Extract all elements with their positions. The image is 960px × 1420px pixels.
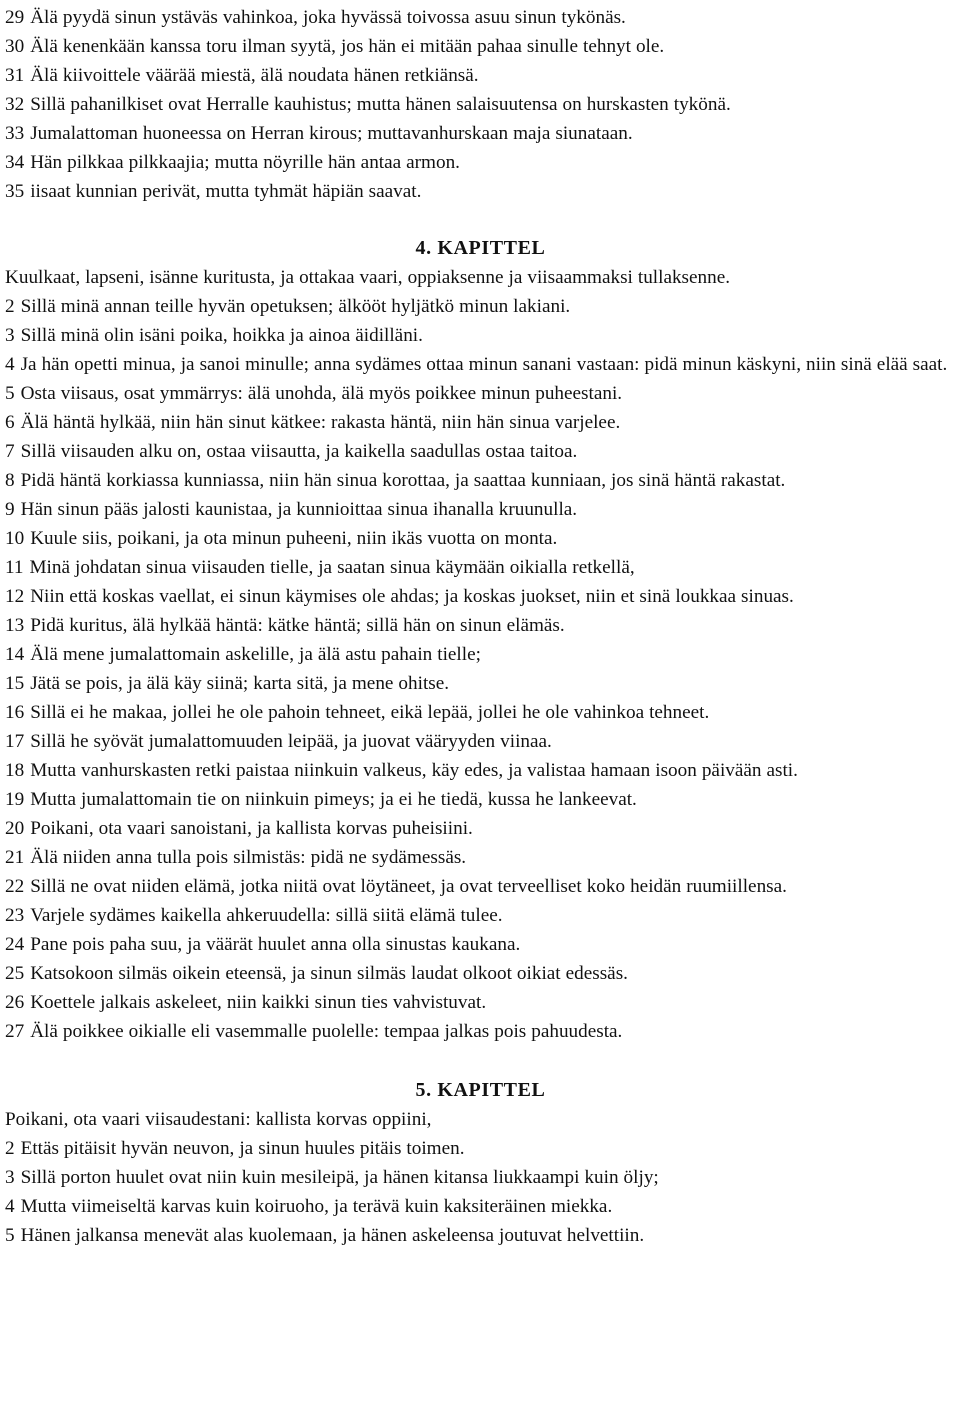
verse-text: Katsokoon silmäs oikein eteensä, ja sinun silmäs laudat olkoot oikiat edessäs. [30, 963, 628, 984]
verse-number: 3 [5, 1167, 15, 1188]
verse-number: 6 [5, 412, 15, 433]
verse-text: iisaat kunnian perivät, mutta tyhmät häpiän saavat. [30, 181, 422, 202]
verse-number: 2 [5, 1138, 15, 1159]
verse-text: Jumalattoman huoneessa on Herran kirous; muttavanhurskaan maja siunataan. [30, 123, 633, 144]
verse [5, 1017, 956, 1046]
verse-text: Sillä minä annan teille hyvän opetuksen; älkööt hyljätkö minun lakiani. [20, 296, 571, 317]
verse [5, 814, 956, 843]
verse-text: Mutta jumalattomain tie on niinkuin pimeys; ja ei he tiedä, kussa he lankeevat. [30, 789, 637, 810]
verse-text: Jätä se pois, ja älä käy siinä; karta sitä, ja mene ohitse. [30, 673, 450, 694]
verse [5, 959, 956, 988]
verse-number: 25 [5, 963, 25, 984]
section-chapter-5 [5, 1076, 956, 1250]
verse-text: Pidä kuritus, älä hylkää häntä: kätke häntä; sillä hän on sinun elämäs. [30, 615, 565, 636]
verse-number: 32 [5, 94, 25, 115]
verse [5, 930, 956, 959]
verse [5, 32, 956, 61]
verse-text: Älä niiden anna tulla pois silmistäs: pidä ne sydämessäs. [30, 847, 467, 868]
verse-text: Älä häntä hylkää, niin hän sinut kätkee: rakasta häntä, niin hän sinua varjelee. [20, 412, 621, 433]
verse-text: Sillä minä olin isäni poika, hoikka ja ainoa äidilläni. [20, 325, 423, 346]
verse-text: Sillä he syövät jumalattomuuden leipää, ja juovat vääryyden viinaa. [30, 731, 552, 752]
verse-number: 2 [5, 296, 15, 317]
spacer [5, 206, 956, 234]
verse-text: Älä mene jumalattomain askelille, ja älä astu pahain tielle; [30, 644, 481, 665]
verse-text: Pidä häntä korkiassa kunniassa, niin hän sinua korottaa, ja saattaa kunniaan, jos sinä häntä rakastat. [20, 470, 786, 491]
verse-number: 15 [5, 673, 25, 694]
verse-text: Älä poikkee oikialle eli vasemmalle puolelle: tempaa jalkas pois pahuudesta. [30, 1021, 623, 1042]
verse-number: 3 [5, 325, 15, 346]
verse [5, 495, 956, 524]
verse-list [5, 292, 956, 1046]
chapter-intro: Poikani, ota vaari viisaudestani: kallista korvas oppiini, [5, 1109, 432, 1130]
verse [5, 698, 956, 727]
verse-text: Poikani, ota vaari sanoistani, ja kallista korvas puheisiini. [30, 818, 473, 839]
verse [5, 640, 956, 669]
section-chapter-4 [5, 234, 956, 1046]
verse-text: Pane pois paha suu, ja väärät huulet anna olla sinustas kaukana. [30, 934, 521, 955]
verse-number: 4 [5, 354, 15, 375]
verse-number: 18 [5, 760, 25, 781]
verse-number: 7 [5, 441, 15, 462]
verse-number: 14 [5, 644, 25, 665]
verse [5, 901, 956, 930]
verse [5, 1134, 956, 1163]
verse-text: Mutta viimeiseltä karvas kuin koiruoho, ja terävä kuin kaksiteräinen miekka. [20, 1196, 613, 1217]
verse [5, 611, 956, 640]
verse [5, 292, 956, 321]
verse-text: Sillä viisauden alku on, ostaa viisautta, ja kaikella saadullas ostaa taitoa. [20, 441, 578, 462]
verse [5, 321, 956, 350]
section-previous-chapter [5, 3, 956, 206]
chapter-title: 4. KAPITTEL [415, 237, 546, 259]
verse-number: 26 [5, 992, 25, 1013]
verse-number: 30 [5, 36, 25, 57]
verse [5, 90, 956, 119]
verse-text: Osta viisaus, osat ymmärrys: älä unohda, älä myös poikkee minun puheestani. [20, 383, 623, 404]
verse-text: Hänen jalkansa menevät alas kuolemaan, ja hänen askeleensa joutuvat helvettiin. [20, 1225, 645, 1246]
verse [5, 61, 956, 90]
verse [5, 872, 956, 901]
verse-text: Ja hän opetti minua, ja sanoi minulle; anna sydämes ottaa minun sanani vastaan: pidä minun käskyni, niin sinä elää saat. [20, 354, 948, 375]
verse-text: Sillä ne ovat niiden elämä, jotka niitä ovat löytäneet, ja ovat terveelliset koko heidän ruumiillensa. [30, 876, 787, 897]
verse [5, 1163, 956, 1192]
verse [5, 350, 956, 379]
verse-number: 12 [5, 586, 25, 607]
verse-number: 34 [5, 152, 25, 173]
verse-number: 16 [5, 702, 25, 723]
verse-number: 29 [5, 7, 25, 28]
verse-text: Niin että koskas vaellat, ei sinun käymises ole ahdas; ja koskas juokset, niin et sinä loukkaa sinuas. [30, 586, 794, 607]
verse [5, 582, 956, 611]
verse [5, 148, 956, 177]
verse-text: Älä pyydä sinun ystäväs vahinkoa, joka hyvässä toivossa asuu sinun tykönäs. [30, 7, 626, 28]
verse-number: 9 [5, 499, 15, 520]
verse [5, 379, 956, 408]
verse-text: Varjele sydämes kaikella ahkeruudella: sillä siitä elämä tulee. [30, 905, 503, 926]
verse-number: 23 [5, 905, 25, 926]
verse-number: 11 [5, 557, 24, 578]
verse-list [5, 1134, 956, 1250]
verse-number: 31 [5, 65, 25, 86]
verse [5, 408, 956, 437]
verse-text: Kuule siis, poikani, ja ota minun puheeni, niin ikäs vuotta on monta. [30, 528, 558, 549]
verse-number: 4 [5, 1196, 15, 1217]
verse [5, 669, 956, 698]
verse [5, 756, 956, 785]
verse [5, 466, 956, 495]
verse-text: Hän pilkkaa pilkkaajia; mutta nöyrille hän antaa armon. [30, 152, 460, 173]
verse-number: 22 [5, 876, 25, 897]
chapter-intro: Kuulkaat, lapseni, isänne kuritusta, ja ottakaa vaari, oppiaksenne ja viisaammaksi tullaksenne. [5, 267, 731, 288]
verse-text: Sillä ei he makaa, jollei he ole pahoin tehneet, eikä lepää, jollei he ole vahinkoa tehneet. [30, 702, 710, 723]
verse-number: 27 [5, 1021, 25, 1042]
verse-text: Koettele jalkais askeleet, niin kaikki sinun ties vahvistuvat. [30, 992, 487, 1013]
verse-number: 10 [5, 528, 25, 549]
verse-text: Sillä porton huulet ovat niin kuin mesileipä, ja hänen kitansa liukkaampi kuin öljy; [20, 1167, 659, 1188]
verse-text: Älä kiivoittele väärää miestä, älä noudata hänen retkiänsä. [30, 65, 479, 86]
verse [5, 524, 956, 553]
verse-text: Minä johdatan sinua viisauden tielle, ja saatan sinua käymään oikialla retkellä, [29, 557, 635, 578]
verse [5, 3, 956, 32]
verse-number: 19 [5, 789, 25, 810]
verse-text: Mutta vanhurskasten retki paistaa niinkuin valkeus, käy edes, ja valistaa hamaan isoon päivään asti. [30, 760, 798, 781]
verse-number: 21 [5, 847, 25, 868]
spacer [5, 1046, 956, 1076]
verse-number: 5 [5, 1225, 15, 1246]
verse [5, 1221, 956, 1250]
verse [5, 119, 956, 148]
verse-text: Ettäs pitäisit hyvän neuvon, ja sinun huules pitäis toimen. [20, 1138, 465, 1159]
verse [5, 177, 956, 206]
verse [5, 437, 956, 466]
verse-number: 24 [5, 934, 25, 955]
verse-number: 35 [5, 181, 25, 202]
verse [5, 988, 956, 1017]
verse [5, 553, 956, 582]
verse-number: 8 [5, 470, 15, 491]
verse-number: 17 [5, 731, 25, 752]
verse-number: 33 [5, 123, 25, 144]
verse-text: Sillä pahanilkiset ovat Herralle kauhistus; mutta hänen salaisuutensa on hurskasten tykönä. [30, 94, 731, 115]
verse [5, 785, 956, 814]
chapter-title: 5. KAPITTEL [415, 1079, 546, 1101]
verse [5, 727, 956, 756]
verse-number: 13 [5, 615, 25, 636]
verse-text: Hän sinun pääs jalosti kaunistaa, ja kunnioittaa sinua ihanalla kruunulla. [20, 499, 578, 520]
verse [5, 843, 956, 872]
verse-number: 5 [5, 383, 15, 404]
verse [5, 1192, 956, 1221]
verse-number: 20 [5, 818, 25, 839]
verse-text: Älä kenenkään kanssa toru ilman syytä, jos hän ei mitään pahaa sinulle tehnyt ole. [30, 36, 665, 57]
